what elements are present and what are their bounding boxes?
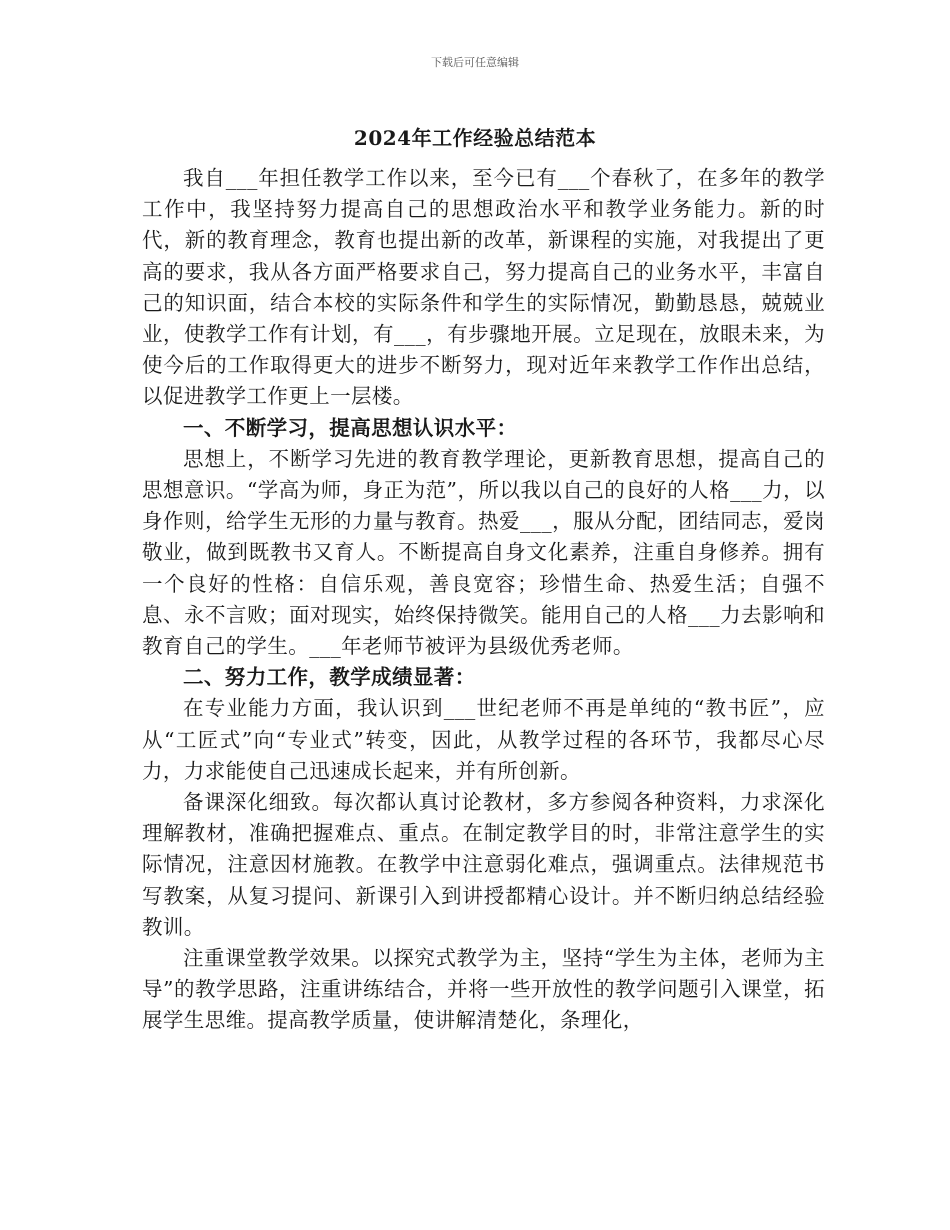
- header-note: 下载后可任意编辑: [431, 56, 519, 69]
- section-2-paragraph-1: 在专业能力方面，我认识到___世纪老师不再是单纯的“教书匠”，应从“工匠式”向“专业式”转变，因此，从教学过程的各环节，我都尽心尽力，力求能使自己迅速成长起来，并有所创新。: [142, 696, 825, 783]
- section-2-paragraph-3: 注重课堂教学效果。以探究式教学为主，坚持“学生为主体，老师为主导”的教学思路，注重讲练结合，并将一些开放性的教学问题引入课堂，拓展学生思维。提高教学质量，使讲解清楚化，条理化，: [142, 946, 825, 1033]
- document-title: 2024年工作经验总结范本: [353, 126, 597, 150]
- section-1-paragraph: 思想上，不断学习先进的教育教学理论，更新教育思想，提高自己的思想意识。“学高为师，身正为范”，所以我以自己的良好的人格___力，以身作则，给学生无形的力量与教育。热爱___，服从分配，团结同志，爱岗敬业，做到既教书又育人。不断提高自身文化素养，注重自身修养。拥有一个良好的性格：自信乐观，善良宽容；珍惜生命、热爱生活；自强不息、永不言败；面对现实，始终保持微笑。能用自己的人格___力去影响和教育自己的学生。___年老师节被评为县级优秀老师。: [142, 446, 825, 659]
- section-heading-1: 一、不断学习，提高思想认识水平：: [183, 415, 518, 440]
- section-2-paragraph-2: 备课深化细致。每次都认真讨论教材，多方参阅各种资料，力求深化理解教材，准确把握难点、重点。在制定教学目的时，非常注意学生的实际情况，注意因材施教。在教学中注意弱化难点，强调重点。法律规范书写教案，从复习提问、新课引入到讲授都精心设计。并不断归纳总结经验教训。: [142, 790, 825, 939]
- section-heading-2: 二、努力工作，教学成绩显著：: [183, 665, 476, 690]
- intro-paragraph: 我自___年担任教学工作以来，至今已有___个春秋了，在多年的教学工作中，我坚持努力提高自己的思想政治水平和教学业务能力。新的时代，新的教育理念，教育也提出新的改革，新课程的实施，对我提出了更高的要求，我从各方面严格要求自己，努力提高自己的业务水平，丰富自己的知识面，结合本校的实际条件和学生的实际情况，勤勤恳恳，兢兢业业，使教学工作有计划，有___，有步骤地开展。立足现在，放眼未来，为使今后的工作取得更大的进步不断努力，现对近年来教学工作作出总结，以促进教学工作更上一层楼。: [142, 166, 825, 409]
- document-body: [142, 163, 825, 1037]
